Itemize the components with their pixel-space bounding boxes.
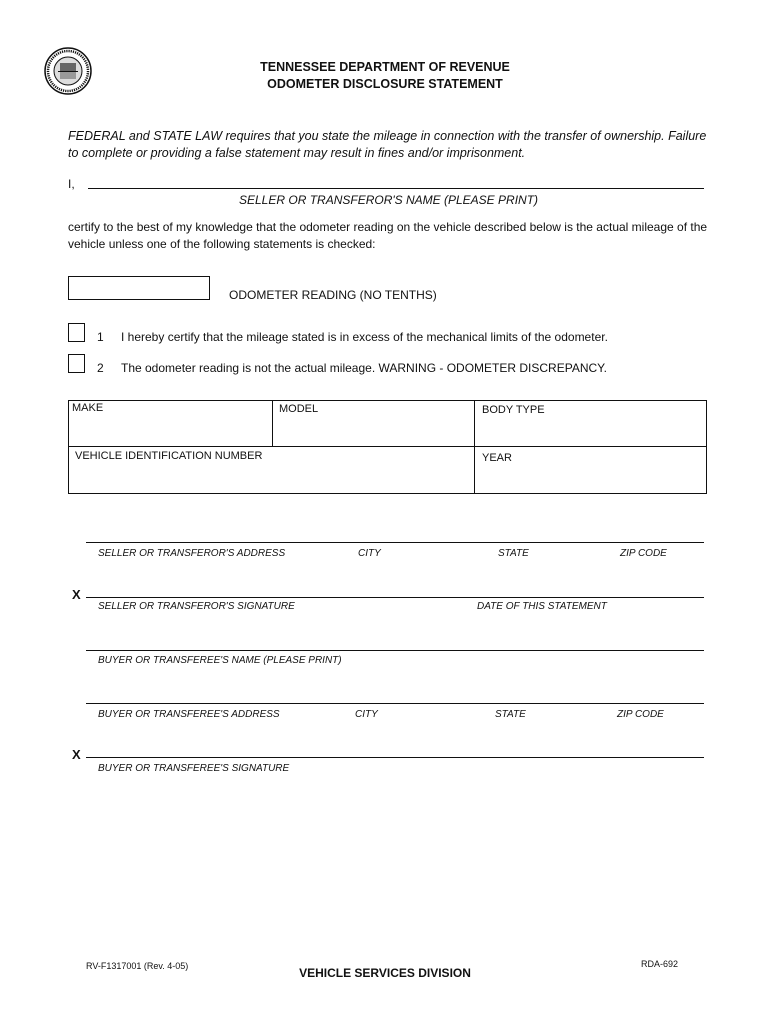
statement-2-checkbox[interactable] [68,354,85,373]
department-title: TENNESSEE DEPARTMENT OF REVENUE [260,60,510,74]
seller-signature-line[interactable] [86,597,704,598]
seller-prefix: I, [68,177,75,191]
seller-signature-mark: X [72,587,81,602]
buyer-address-caption: BUYER OR TRANSFEREE'S ADDRESS [98,709,280,720]
statement-date-caption: DATE OF THIS STATEMENT [477,601,607,612]
vin-label: VEHICLE IDENTIFICATION NUMBER [75,450,263,462]
statement-2-number: 2 [97,361,104,375]
certify-text: certify to the best of my knowledge that the odometer reading on the vehicle described below is the actual mileage of the vehicle unless one of the following statements is checked: [68,220,708,251]
seller-state-caption: STATE [498,548,529,559]
body-type-label: BODY TYPE [482,404,545,416]
buyer-city-caption: CITY [355,709,378,720]
seller-zip-caption: ZIP CODE [620,548,667,559]
seller-name-line[interactable] [88,188,704,189]
vehicle-table [68,400,707,494]
buyer-zip-caption: ZIP CODE [617,709,664,720]
form-code: RDA-692 [641,959,679,969]
seller-name-caption: SELLER OR TRANSFEROR'S NAME (PLEASE PRINT) [239,193,539,207]
seller-address-line[interactable] [86,542,704,543]
buyer-name-line[interactable] [86,650,704,651]
buyer-signature-mark: X [72,747,81,762]
seller-signature-caption: SELLER OR TRANSFEROR'S SIGNATURE [98,601,295,612]
statement-1-checkbox[interactable] [68,323,85,342]
statement-1-number: 1 [97,330,104,344]
vehicle-table-col-divider-1 [272,400,273,446]
seller-city-caption: CITY [358,548,381,559]
buyer-address-line[interactable] [86,703,704,704]
model-label: MODEL [279,403,319,415]
odometer-label: ODOMETER READING (NO TENTHS) [229,288,437,302]
seller-address-caption: SELLER OR TRANSFEROR'S ADDRESS [98,548,286,559]
division-name: VEHICLE SERVICES DIVISION [299,966,471,980]
buyer-signature-line[interactable] [86,757,704,758]
year-label: YEAR [482,452,512,464]
vehicle-table-row-divider [68,446,706,447]
buyer-name-caption: BUYER OR TRANSFEREE'S NAME (PLEASE PRINT) [98,655,342,666]
make-label: MAKE [72,402,104,414]
vehicle-table-col-divider-2 [474,400,475,493]
legal-notice: FEDERAL and STATE LAW requires that you state the mileage in connection with the transfer of ownership. Failure to complete or providing a false statement may result in fines and/or imprisonment. [68,129,707,160]
statement-2-text: The odometer reading is not the actual mileage. WARNING - ODOMETER DISCREPANCY. [121,361,607,375]
buyer-state-caption: STATE [495,709,526,720]
statement-1-text: I hereby certify that the mileage stated is in excess of the mechanical limits of the odometer. [121,330,608,344]
form-number: RV-F1317001 (Rev. 4-05) [86,961,189,971]
form-title: ODOMETER DISCLOSURE STATEMENT [267,77,503,91]
buyer-signature-caption: BUYER OR TRANSFEREE'S SIGNATURE [98,763,290,774]
odometer-reading-field[interactable] [68,276,210,300]
